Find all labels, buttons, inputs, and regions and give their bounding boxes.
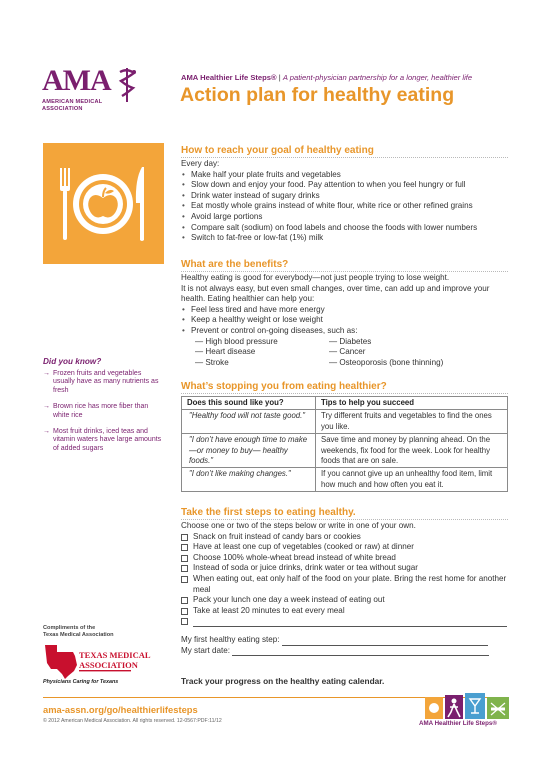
checkbox[interactable] [181, 565, 188, 572]
checkbox[interactable] [181, 555, 188, 562]
disease-item: — Cancer [329, 347, 366, 357]
benefits-section-title: What are the benefits? [181, 259, 289, 270]
benefits-list [181, 305, 508, 337]
disease-item: — Stroke [195, 357, 229, 367]
healthier-life-steps-caption: AMA Healthier Life Steps® [419, 720, 497, 727]
table-cell: "I don’t have enough time to make—or money to buy— healthy foods." [182, 434, 316, 468]
checklist-item: Have at least one cup of vegetables (cooked or raw) at dinner [181, 542, 508, 553]
tma-caption: Physicians Caring for Texans [43, 679, 119, 685]
hero-image [43, 143, 164, 264]
start-date-field[interactable] [232, 647, 489, 656]
did-you-know-item: → Most fruit drinks, iced teas and vitamin waters have large amounts of added sugars [43, 428, 162, 452]
start-date-label: My start date: [181, 645, 231, 655]
checkbox[interactable] [181, 608, 188, 615]
benefits-paragraph: Healthy eating is good for everybody—not just people trying to lose weight. [181, 273, 450, 282]
page-title: Action plan for healthy eating [180, 84, 455, 106]
benefits-section-body [181, 273, 508, 368]
arrow-right-icon: → [43, 428, 50, 436]
program-name: AMA Healthier Life Steps® [181, 73, 277, 82]
start-date-row [181, 646, 508, 657]
texas-map-icon [43, 641, 151, 679]
list-item: • Switch to fat-free or low-fat (1%) milk [181, 233, 508, 244]
tma-logo [43, 641, 151, 681]
checklist-item-custom [181, 616, 508, 627]
stopping-section-title: What’s stopping you from eating healthier? [181, 381, 387, 392]
checklist-item: Pack your lunch one day a week instead of eating out [181, 595, 508, 606]
caduceus-icon [116, 66, 138, 102]
checkbox[interactable] [181, 576, 188, 583]
plate-fork-knife-apple-icon [43, 143, 164, 264]
did-you-know-item: → Frozen fruits and vegetables usually have as many nutrients as fresh [43, 370, 159, 394]
did-you-know-title: Did you know? [43, 357, 102, 366]
benefits-paragraph: It is not always easy, but even small changes, over time, can add up and improve your health. Eating healthier can help you: [181, 283, 490, 304]
copyright-text: © 2012 American Medical Association. All rights reserved. 12-0567:PDF:11/12 [43, 718, 222, 724]
list-item: • Eat mostly whole grains instead of white flour, white rice or other refined grains [181, 201, 508, 212]
table-header: Tips to help you succeed [316, 397, 508, 410]
table-row [182, 468, 508, 492]
checkbox[interactable] [181, 534, 188, 541]
first-step-label: My first healthy eating step: [181, 634, 280, 644]
section-divider [181, 271, 508, 272]
table-cell: Save time and money by planning ahead. On the weekends, fix food for the week. Look for healthy foods that are on sale. [316, 434, 508, 468]
goal-section-body [181, 159, 508, 244]
did-you-know-sidebar [43, 357, 163, 461]
ama-logo [42, 66, 154, 116]
checklist-item: When eating out, eat only half of the food on your plate. Bring the rest home for another meal [181, 574, 508, 595]
barriers-tips-table [181, 396, 508, 492]
first-steps-body [181, 521, 508, 656]
checklist-item: Snack on fruit instead of candy bars or cookies [181, 532, 508, 543]
list-item: • Drink water instead of sugary drinks [181, 191, 508, 202]
custom-step-field[interactable] [193, 618, 507, 627]
first-step-row [181, 635, 508, 646]
disease-item: — Diabetes [329, 336, 372, 346]
checkbox[interactable] [181, 597, 188, 604]
list-item: • Prevent or control on-going diseases, such as: [181, 326, 508, 337]
list-item: • Avoid large portions [181, 212, 508, 223]
checkbox[interactable] [181, 618, 188, 625]
header-separator: | [278, 73, 281, 82]
first-steps-intro: Choose one or two of the steps below or write in one of your own. [181, 521, 416, 530]
tagline: A patient-physician partnership for a longer, healthier life [282, 73, 473, 82]
table-cell: Try different fruits and vegetables to find the ones you like. [316, 410, 508, 434]
disease-item: — High blood pressure [195, 336, 278, 346]
table-header: Does this sound like you? [182, 397, 316, 410]
list-item: • Feel less tired and have more energy [181, 305, 508, 316]
list-item: • Slow down and enjoy your food. Pay attention to when you feel hungry or full [181, 180, 508, 191]
ama-org-name: AMERICAN MEDICAL ASSOCIATION [42, 99, 103, 112]
goal-section-title: How to reach your goal of healthy eating [181, 145, 374, 156]
list-item: • Compare salt (sodium) on food labels and choose the foods with lower numbers [181, 223, 508, 234]
arrow-right-icon: → [43, 403, 50, 411]
table-cell: "I don’t like making changes." [182, 468, 316, 492]
disease-item: — Heart disease [195, 347, 256, 357]
ama-logo-text: AMA [42, 64, 111, 97]
section-divider [181, 157, 508, 158]
table-row [182, 410, 508, 434]
disease-item: — Osteoporosis (bone thinning) [329, 357, 444, 367]
disease-list [181, 337, 508, 369]
first-steps-title: Take the first steps to eating healthy. [181, 507, 356, 518]
goal-intro: Every day: [181, 159, 220, 168]
tma-logo-text: TEXAS MEDICAL [79, 650, 151, 660]
arrow-right-icon: → [43, 370, 50, 377]
track-progress-text: Track your progress on the healthy eating calendar. [181, 676, 385, 686]
checkbox[interactable] [181, 544, 188, 551]
list-item: • Make half your plate fruits and vegetables [181, 170, 508, 181]
header-tagline [181, 73, 472, 82]
first-step-field[interactable] [282, 637, 488, 646]
checklist-item: Instead of soda or juice drinks, drink water or tea without sugar [181, 563, 508, 574]
did-you-know-item: → Brown rice has more fiber than white rice [43, 403, 149, 419]
list-item: • Keep a healthy weight or lose weight [181, 315, 508, 326]
table-cell: "Healthy food will not taste good." [182, 410, 316, 434]
table-cell: If you cannot give up an unhealthy food item, limit how much and how often you eat it. [316, 468, 508, 492]
section-divider [181, 393, 508, 394]
checklist-item: Take at least 20 minutes to eat every meal [181, 606, 508, 617]
section-divider [181, 519, 508, 520]
table-header-row [182, 397, 508, 410]
goal-list [181, 170, 508, 244]
compliments-text: Compliments of the Texas Medical Association [43, 625, 114, 638]
steps-checklist [181, 532, 508, 627]
healthier-life-steps-icons [425, 691, 509, 721]
checklist-item: Choose 100% whole-wheat bread instead of white bread [181, 553, 508, 564]
tma-logo-text: ASSOCIATION [79, 660, 138, 670]
table-row [182, 434, 508, 468]
footer-url-link[interactable]: ama-assn.org/go/healthierlifesteps [43, 704, 198, 715]
